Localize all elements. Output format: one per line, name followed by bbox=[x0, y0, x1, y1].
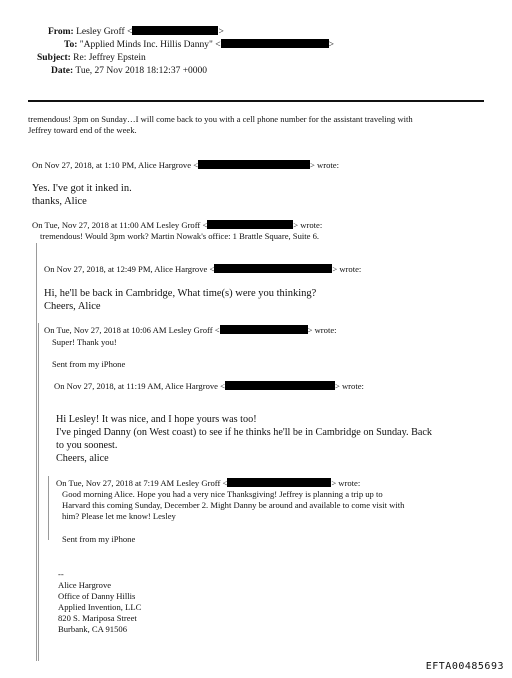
redaction-box bbox=[207, 220, 293, 229]
to-value: "Applied Minds Inc. Hillis Danny" < bbox=[79, 40, 221, 50]
header-date bbox=[51, 65, 207, 77]
quote-bar-1 bbox=[36, 243, 37, 661]
quote-3-line-1: Hi, he'll be back in Cambridge, What time(s) were you thinking? bbox=[44, 288, 317, 299]
quote-attribution-5: On Nov 27, 2018, at 11:19 AM, Alice Hargrove < > wrote: bbox=[54, 381, 364, 391]
signature-street: 820 S. Mariposa Street bbox=[58, 613, 137, 623]
to-label: To: bbox=[64, 40, 78, 50]
quote-attribution-1: On Nov 27, 2018, at 1:10 PM, Alice Hargrove < > wrote: bbox=[32, 160, 339, 170]
quote-5-line-3: to you soonest. bbox=[56, 440, 118, 451]
subject-label: Subject: bbox=[37, 53, 71, 63]
redaction-box bbox=[225, 381, 335, 390]
quote-4-line-2: Sent from my iPhone bbox=[52, 359, 126, 369]
quote-5-line-4: Cheers, alice bbox=[56, 453, 109, 464]
quote-attribution-2: On Tue, Nov 27, 2018 at 11:00 AM Lesley Groff < > wrote: bbox=[32, 220, 323, 230]
header-from bbox=[48, 26, 224, 38]
quote-3-line-2: Cheers, Alice bbox=[44, 301, 101, 312]
signature-name: Alice Hargrove bbox=[58, 580, 112, 590]
body-line-1: tremendous! 3pm on Sunday…I will come back to you with a cell phone number for the assistant traveling with bbox=[28, 114, 413, 124]
redaction-box bbox=[220, 325, 308, 334]
quote-bar-2 bbox=[38, 323, 39, 661]
body-line-2: Jeffrey toward end of the week. bbox=[28, 125, 137, 135]
header-subject bbox=[37, 52, 146, 64]
quote-attribution-3: On Nov 27, 2018, at 12:49 PM, Alice Hargrove < > wrote: bbox=[44, 264, 362, 274]
date-value: Tue, 27 Nov 2018 18:12:37 +0000 bbox=[75, 66, 208, 76]
bates-number: EFTA00485693 bbox=[425, 661, 504, 672]
quote-2-line-1: tremendous! Would 3pm work? Martin Nowak's office: 1 Brattle Square, Suite 6. bbox=[40, 231, 320, 241]
redaction-box bbox=[132, 26, 218, 35]
redaction-box bbox=[214, 264, 332, 273]
from-label: From: bbox=[48, 27, 74, 37]
from-end: > bbox=[218, 27, 224, 37]
quote-5-line-1: Hi Lesley! It was nice, and I hope yours was too! bbox=[56, 414, 257, 425]
quote-6-line-2: Harvard this coming Sunday, December 2. Might Danny be around and available to come visit with bbox=[62, 500, 405, 510]
to-end: > bbox=[328, 40, 334, 50]
quote-attribution-6: On Tue, Nov 27, 2018 at 7:19 AM Lesley Groff < > wrote: bbox=[56, 478, 361, 488]
quote-1-line-2: thanks, Alice bbox=[32, 196, 87, 207]
signature-dash: -- bbox=[58, 569, 64, 579]
quote-bar-3 bbox=[48, 476, 49, 540]
redaction-box bbox=[221, 39, 329, 48]
quote-1-line-1: Yes. I've got it inked in. bbox=[32, 183, 132, 194]
quote-4-line-1: Super! Thank you! bbox=[52, 337, 117, 347]
quote-6-line-3: him? Please let me know! Lesley bbox=[62, 511, 176, 521]
redaction-box bbox=[198, 160, 310, 169]
from-value: Lesley Groff < bbox=[76, 27, 133, 37]
date-label: Date: bbox=[51, 66, 74, 76]
signature-company: Applied Invention, LLC bbox=[58, 602, 142, 612]
header-divider bbox=[28, 100, 484, 102]
subject-value: Re: Jeffrey Epstein bbox=[73, 53, 146, 63]
signature-city: Burbank, CA 91506 bbox=[58, 624, 127, 634]
quote-6-line-1: Good morning Alice. Hope you had a very nice Thanksgiving! Jeffrey is planning a trip up to bbox=[62, 489, 383, 499]
quote-attribution-4: On Tue, Nov 27, 2018 at 10:06 AM Lesley Groff < > wrote: bbox=[44, 325, 337, 335]
signature-office: Office of Danny Hillis bbox=[58, 591, 136, 601]
header-to bbox=[64, 39, 334, 51]
quote-5-line-2: I've pinged Danny (on West coast) to see if he thinks he'll be in Cambridge on Sunday. Back bbox=[56, 427, 433, 438]
redaction-box bbox=[227, 478, 331, 487]
quote-6-line-4: Sent from my iPhone bbox=[62, 534, 136, 544]
